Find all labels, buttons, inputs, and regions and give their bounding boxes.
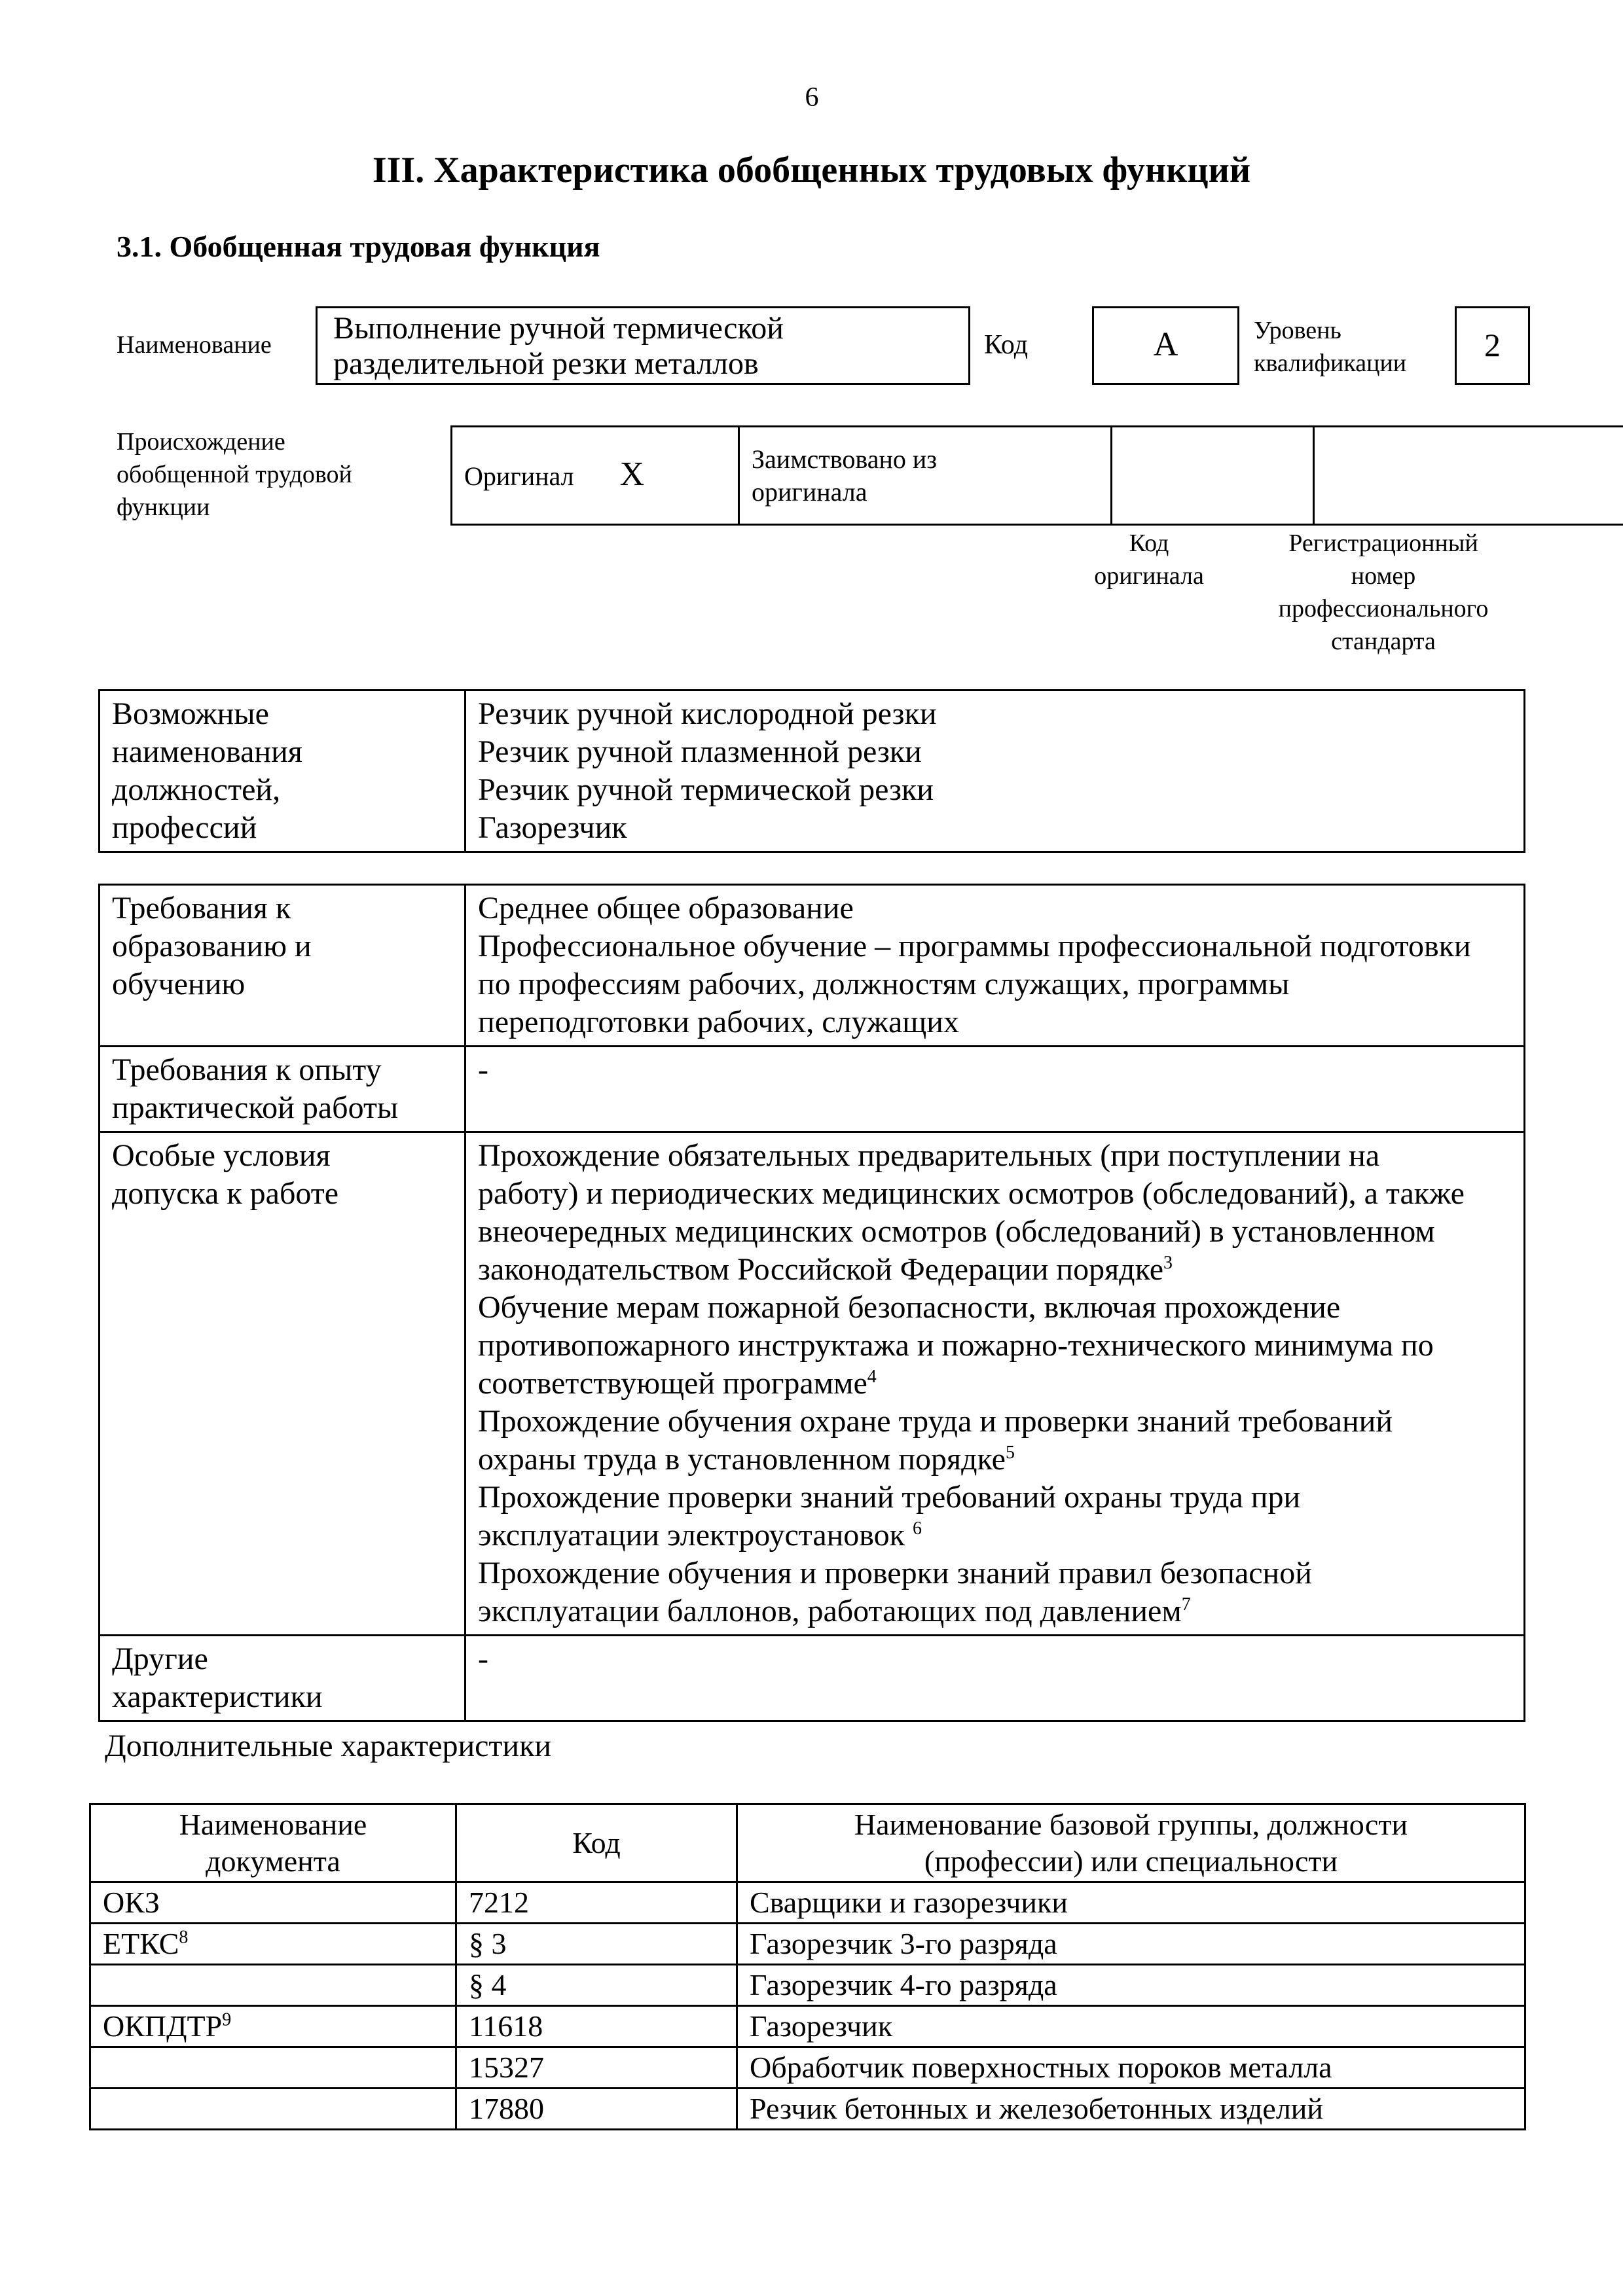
name-cell: Сварщики и газорезчики [737,1882,1525,1924]
education-label-line-2: образованию и [112,929,312,963]
level-label-line-1: Уровень [1254,317,1341,344]
conditions-line: эксплуатации баллонов, работающих под давлением$^7$ [478,1594,1191,1628]
position-item: Резчик ручной кислородной резки [478,696,937,731]
origin-reg-number-cell [1314,427,1623,525]
reg-number-caption-line-2: номер [1351,562,1416,590]
origin-original-label: Оригинал [464,461,574,491]
footnote-ref: 6 [912,1518,922,1539]
code-cell: 17880 [456,2089,737,2130]
positions-list-cell [465,691,1525,852]
doc-cell: ОКЗ [90,1882,456,1924]
position-item: Резчик ручной плазменной резки [478,734,922,769]
origin-borrowed-cell [739,427,1112,525]
footnote-ref: 7 [1181,1594,1191,1615]
page-number: 6 [805,82,819,113]
position-item: Газорезчик [478,810,627,845]
requirements-table [98,884,1525,1722]
experience-label-line-2: практической работы [112,1090,399,1125]
code-cell: § 3 [456,1924,737,1965]
code-label: Код [984,330,1029,360]
conditions-line: Обучение мерам пожарной безопасности, включая прохождение [478,1290,1341,1325]
section-title: III. Характеристика обобщенных трудовых функций [372,150,1251,190]
origin-label-line-3: функции [117,493,210,521]
conditions-line: Прохождение обучения и проверки знаний правил безопасной [478,1556,1312,1590]
positions-table [98,689,1525,853]
original-code-caption-line-1: Код [1129,529,1169,557]
origin-borrowed-line-1: Заимствовано из [752,444,938,474]
position-item: Резчик ручной термической резки [478,772,934,807]
footnote-ref: 4 [867,1367,877,1387]
table-row [90,2047,1525,2089]
col-code-header: Код [456,1804,737,1882]
other-label-cell [100,1636,465,1721]
conditions-line: противопожарного инструктажа и пожарно-технического минимума по [478,1328,1434,1363]
conditions-line: внеочередных медицинских осмотров (обследований) в установленном [478,1214,1435,1249]
conditions-label-line-1: Особые условия [112,1138,331,1173]
code-cell: 11618 [456,2006,737,2047]
origin-borrowed-line-2: оригинала [752,476,867,507]
footnote-ref: 9 [222,2009,232,2030]
conditions-line: соответствующей программе$^4$ [478,1366,877,1401]
conditions-label-cell [100,1132,465,1636]
name-label: Наименование [117,331,272,359]
table-row [90,1924,1525,1965]
origin-table [450,425,1623,526]
doc-cell: ОКПДТР$^9$ [90,2006,456,2047]
original-code-caption-line-2: оригинала [1094,562,1204,590]
origin-label-line-2: обобщенной трудовой [117,461,352,488]
footnote-ref: 5 [1005,1443,1015,1463]
original-code-caption [1061,527,1237,592]
name-cell: Обработчик поверхностных пороков металла [737,2047,1525,2089]
conditions-line: охраны труда в установленном порядке$^5$ [478,1442,1015,1477]
name-cell: Газорезчик 4-го разряда [737,1965,1525,2006]
table-row [90,2006,1525,2047]
doc-cell [90,2047,456,2089]
conditions-line: Прохождение обучения охране труда и проверки знаний требований [478,1404,1393,1439]
positions-label-cell [100,691,465,852]
code-cell: 7212 [456,1882,737,1924]
code-cell: § 4 [456,1965,737,2006]
education-line: Среднее общее образование [478,891,854,925]
reg-number-caption-line-4: стандарта [1331,628,1436,655]
additional-title: Дополнительные характеристики [105,1729,552,1763]
origin-original-cell [452,427,739,525]
subsection-title: 3.1. Обобщенная трудовая функция [117,230,600,263]
other-label-line-2: характеристики [112,1679,323,1714]
footnote-ref: 3 [1163,1253,1173,1273]
origin-original-code-cell [1112,427,1314,525]
other-label-line-1: Другие [112,1641,208,1676]
footnote-ref: 8 [179,1927,189,1948]
experience-label-line-1: Требования к опыту [112,1052,382,1087]
education-value-cell [465,885,1525,1047]
conditions-line: работу) и периодических медицинских осмотров (обследований), а также [478,1176,1465,1211]
doc-cell: ЕТКС$^8$ [90,1924,456,1965]
origin-label-line-1: Происхождение [117,428,285,456]
positions-label-line-2: наименования [112,734,302,769]
education-label-cell [100,885,465,1047]
positions-label-line-3: должностей, [112,772,281,807]
name-value-line-1: Выполнение ручной термической [333,311,784,346]
code-value: А [1092,306,1239,385]
additional-table [89,1803,1526,2130]
conditions-label-line-2: допуска к работе [112,1176,339,1211]
doc-cell [90,1965,456,2006]
name-value-line-2: разделительной резки металлов [333,346,759,381]
col-doc-header: Наименование документа [90,1804,456,1882]
conditions-line: законодательством Российской Федерации порядке$^3$ [478,1252,1173,1287]
level-label [1254,314,1406,380]
education-label-line-3: обучению [112,967,246,1001]
experience-value: - [465,1047,1525,1132]
table-row [90,2089,1525,2130]
other-value: - [465,1636,1525,1721]
code-cell: 15327 [456,2047,737,2089]
origin-label [117,425,352,524]
name-cell: Газорезчик 3-го разряда [737,1924,1525,1965]
experience-label-cell [100,1047,465,1132]
conditions-line: эксплуатации электроустановок $^6$ [478,1518,922,1552]
col-name-header: Наименование базовой группы, должности (профессии) или специальности [737,1804,1525,1882]
conditions-line: Прохождение проверки знаний требований охраны труда при [478,1480,1301,1515]
level-value: 2 [1455,306,1530,385]
conditions-value-cell [465,1132,1525,1636]
table-row [90,1882,1525,1924]
positions-label-line-4: профессий [112,810,257,845]
origin-original-mark: X [619,456,645,493]
level-label-line-2: квалификации [1254,350,1407,377]
name-cell: Резчик бетонных и железобетонных изделий [737,2089,1525,2130]
education-line: по профессиям рабочих, должностям служащих, программы [478,967,1290,1001]
positions-label-line-1: Возможные [112,696,269,731]
education-line: Профессиональное обучение – программы профессиональной подготовки [478,929,1471,963]
education-label-line-1: Требования к [112,891,291,925]
reg-number-caption [1236,527,1531,658]
education-line: переподготовки рабочих, служащих [478,1005,959,1039]
name-value-box [316,306,970,385]
reg-number-caption-line-1: Регистрационный [1288,529,1478,557]
conditions-line: Прохождение обязательных предварительных (при поступлении на [478,1138,1380,1173]
table-row [90,1965,1525,2006]
doc-cell [90,2089,456,2130]
reg-number-caption-line-3: профессионального [1278,595,1489,622]
name-cell: Газорезчик [737,2006,1525,2047]
